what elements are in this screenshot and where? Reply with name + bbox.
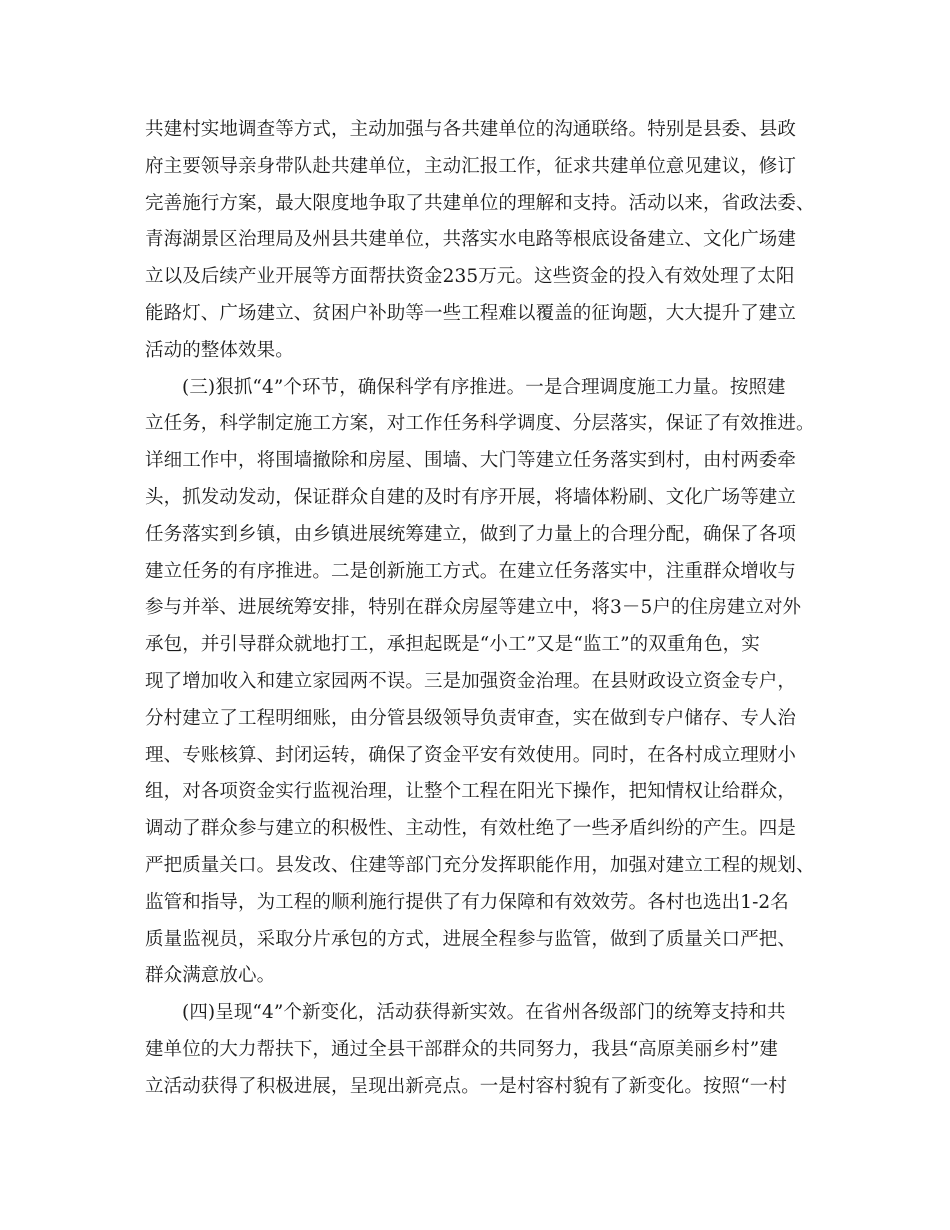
text-line: 青海湖景区治理局及州县共建单位，共落实水电路等根底设备建立、文化广场建 xyxy=(145,229,797,251)
text-line: 立任务，科学制定施工方案，对工作任务科学调度、分层落实，保证了有效推进。 xyxy=(145,413,815,435)
text-line: 理、专账核算、封闭运转，确保了资金平安有效使用。同时，在各村成立理财小 xyxy=(145,744,797,766)
text-line: 监管和指导，为工程的顺利施行提供了有力保障和有效效劳。各村也选出1-2名 xyxy=(145,891,789,913)
text-line: 建立任务的有序推进。二是创新施工方式。在建立任务落实中，注重群众增收与 xyxy=(145,560,797,582)
text-line: 现了增加收入和建立家园两不误。三是加强资金治理。在县财政设立资金专户， xyxy=(145,670,797,692)
text-line: 严把质量关口。县发改、住建等部门充分发挥职能作用，加强对建立工程的规划、 xyxy=(145,854,815,876)
text-line: 立以及后续产业开展等方面帮扶资金235万元。这些资金的投入有效处理了太阳 xyxy=(145,266,795,288)
text-line: 完善施行方案，最大限度地争取了共建单位的理解和支持。活动以来，省政法委、 xyxy=(145,192,815,214)
text-line: 任务落实到乡镇，由乡镇进展统筹建立，做到了力量上的合理分配，确保了各项 xyxy=(145,523,797,545)
text-line: 府主要领导亲身带队赴共建单位，主动汇报工作，征求共建单位意见建议，修订 xyxy=(145,155,797,177)
text-line: 立活动获得了积极进展，呈现出新亮点。一是村容村貌有了新变化。按照“一村 xyxy=(145,1075,787,1097)
text-line: 分村建立了工程明细账，由分管县级领导负责审查，实在做到专户储存、专人治 xyxy=(145,707,797,729)
text-line: 承包，并引导群众就地打工，承担起既是“小工”又是“监工”的双重角色，实 xyxy=(145,634,760,656)
text-line: 参与并举、进展统筹安排，特别在群众房屋等建立中，将3－5户的住房建立对外 xyxy=(145,597,802,619)
text-line: 详细工作中，将围墙撤除和房屋、围墙、大门等建立任务落实到村，由村两委牵 xyxy=(145,450,797,472)
text-line: 群众满意放心。 xyxy=(145,965,276,987)
document-body xyxy=(145,112,820,1106)
text-line: 建单位的大力帮扶下，通过全县干部群众的共同努力，我县“高原美丽乡村”建 xyxy=(145,1038,778,1060)
text-line: 共建村实地调查等方式，主动加强与各共建单位的沟通联络。特别是县委、县政 xyxy=(145,119,797,140)
text-line: 质量监视员，采取分片承包的方式，进展全程参与监管，做到了质量关口严把、 xyxy=(145,928,797,950)
text-line: 组，对各项资金实行监视治理，让整个工程在阳光下操作，把知情权让给群众， xyxy=(145,781,797,803)
text-line: (四)呈现“4”个新变化，活动获得新实效。在省州各级部门的统筹支持和共 xyxy=(182,1002,786,1024)
text-line: (三)狠抓“4”个环节，确保科学有序推进。一是合理调度施工力量。按照建 xyxy=(182,376,786,398)
text-line: 活动的整体效果。 xyxy=(145,339,294,361)
text-line: 调动了群众参与建立的积极性、主动性，有效杜绝了一些矛盾纠纷的产生。四是 xyxy=(145,818,797,840)
text-line: 头，抓发动发动，保证群众自建的及时有序开展，将墙体粉刷、文化广场等建立 xyxy=(145,486,797,508)
text-line: 能路灯、广场建立、贫困户补助等一些工程难以覆盖的征询题，大大提升了建立 xyxy=(145,302,797,324)
